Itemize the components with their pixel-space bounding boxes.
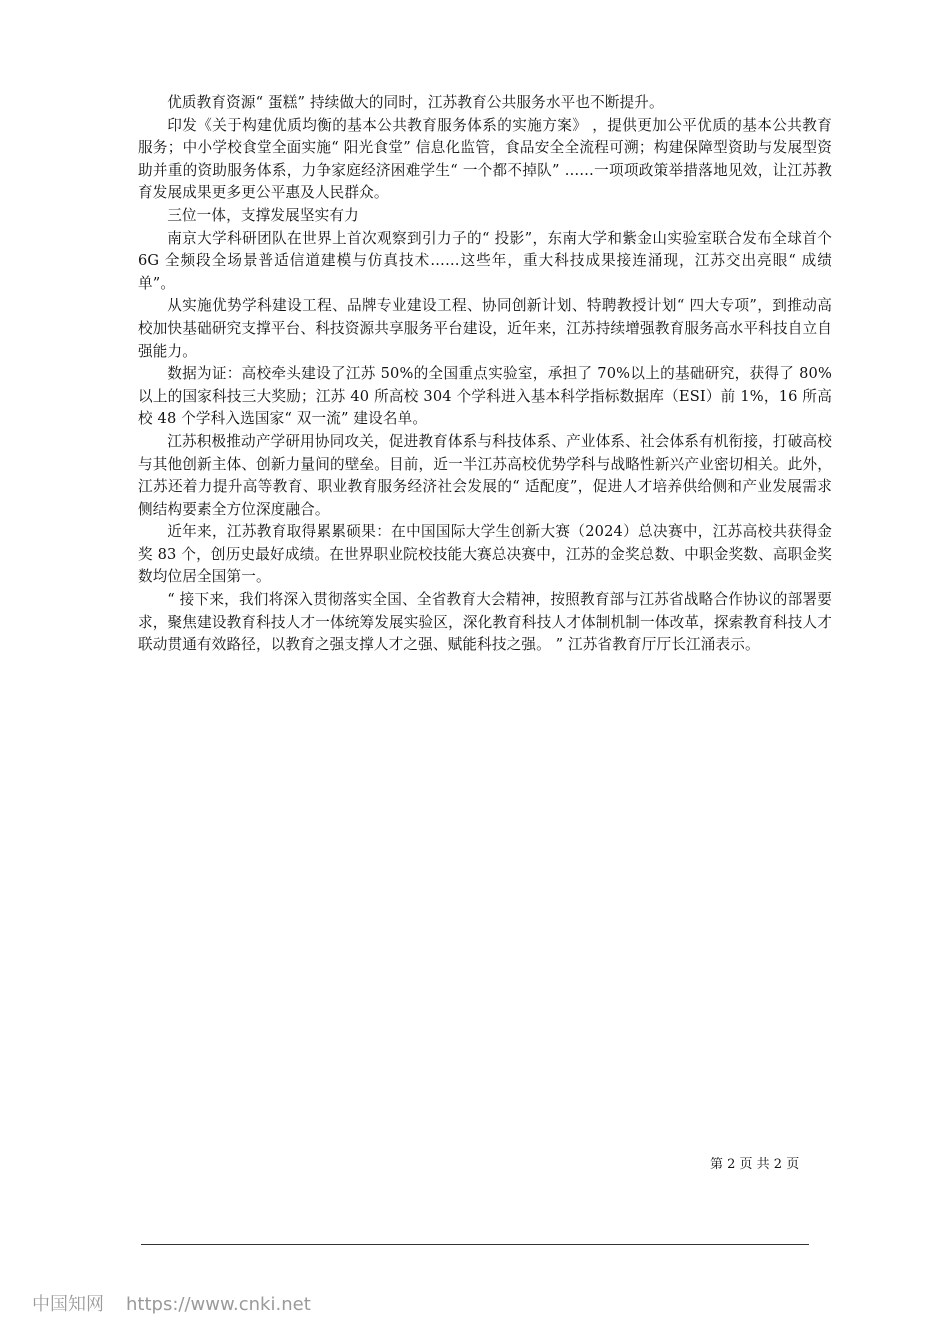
footer-divider (141, 1244, 809, 1245)
cnki-watermark (32, 1293, 311, 1317)
paragraph-5: 数据为证：高校牵头建设了江苏 50%的全国重点实验室，承担了 70%以上的基础研究，获得了 80%以上的国家科技三大奖励；江苏 40 所高校 304 个学科进入基本科学指标数据库（ESI）前 1%，16 所高校 48 个学科入选国家“ 双一流” 建设名单。 (138, 365, 832, 428)
paragraph-8: “ 接下来，我们将深入贯彻落实全国、全省教育大会精神，按照教育部与江苏省战略合作协议的部署要求，聚焦建设教育科技人才一体统筹发展实验区，深化教育科技人才体制机制一体改革，探索教育科技人才联动贯通有效路径，以教育之强支撑人才之强、赋能科技之强。 ” 江苏省教育厅厅长江涌表示。 (138, 591, 832, 654)
paragraph-4: 从实施优势学科建设工程、品牌专业建设工程、协同创新计划、特聘教授计划“ 四大专项”，到推动高校加快基础研究支撑平台、科技资源共享服务平台建设，近年来，江苏持续增强教育服务高水平科技自立自强能力。 (138, 297, 832, 360)
paragraph-2: 印发《关于构建优质均衡的基本公共教育服务体系的实施方案》 ，提供更加公平优质的基本公共教育服务；中小学校食堂全面实施“ 阳光食堂” 信息化监管，食品安全全流程可溯；构建保障型资助与发展型资助并重的资助服务体系，力争家庭经济困难学生“ 一个都不掉队” ……一项项政策举措落地见效，让江苏教育发展成果更多更公平惠及人民群众。 (138, 116, 832, 202)
watermark-url: https://www.cnki.net (126, 1294, 311, 1315)
watermark-brand: 中国知网 (32, 1294, 104, 1315)
section-heading: 三位一体，支撑发展坚实有力 (167, 206, 359, 224)
paragraph-1: 优质教育资源“ 蛋糕” 持续做大的同时，江苏教育公共服务水平也不断提升。 (167, 94, 664, 111)
article-body (138, 92, 832, 657)
paragraph-7: 近年来，江苏教育取得累累硕果：在中国国际大学生创新大赛（2024）总决赛中，江苏高校共获得金奖 83 个，创历史最好成绩。在世界职业院校技能大赛总决赛中，江苏的金奖总数、中职金奖数、高职金奖数均位居全国第一。 (138, 523, 832, 586)
page-number: 第 2 页 共 2 页 (710, 1157, 800, 1172)
paragraph-3: 南京大学科研团队在世界上首次观察到引力子的“ 投影”，东南大学和紫金山实验室联合发布全球首个 6G 全频段全场景普适信道建模与仿真技术……这些年，重大科技成果接连涌现，江苏交出亮眼“ 成绩单”。 (138, 229, 832, 292)
paragraph-6: 江苏积极推动产学研用协同攻关，促进教育体系与科技体系、产业体系、社会体系有机衔接，打破高校与其他创新主体、创新力量间的壁垒。目前，近一半江苏高校优势学科与战略性新兴产业密切相关。此外，江苏还着力提升高等教育、职业教育服务经济社会发展的“ 适配度”，促进人才培养供给侧和产业发展需求侧结构要素全方位深度融合。 (138, 432, 832, 518)
